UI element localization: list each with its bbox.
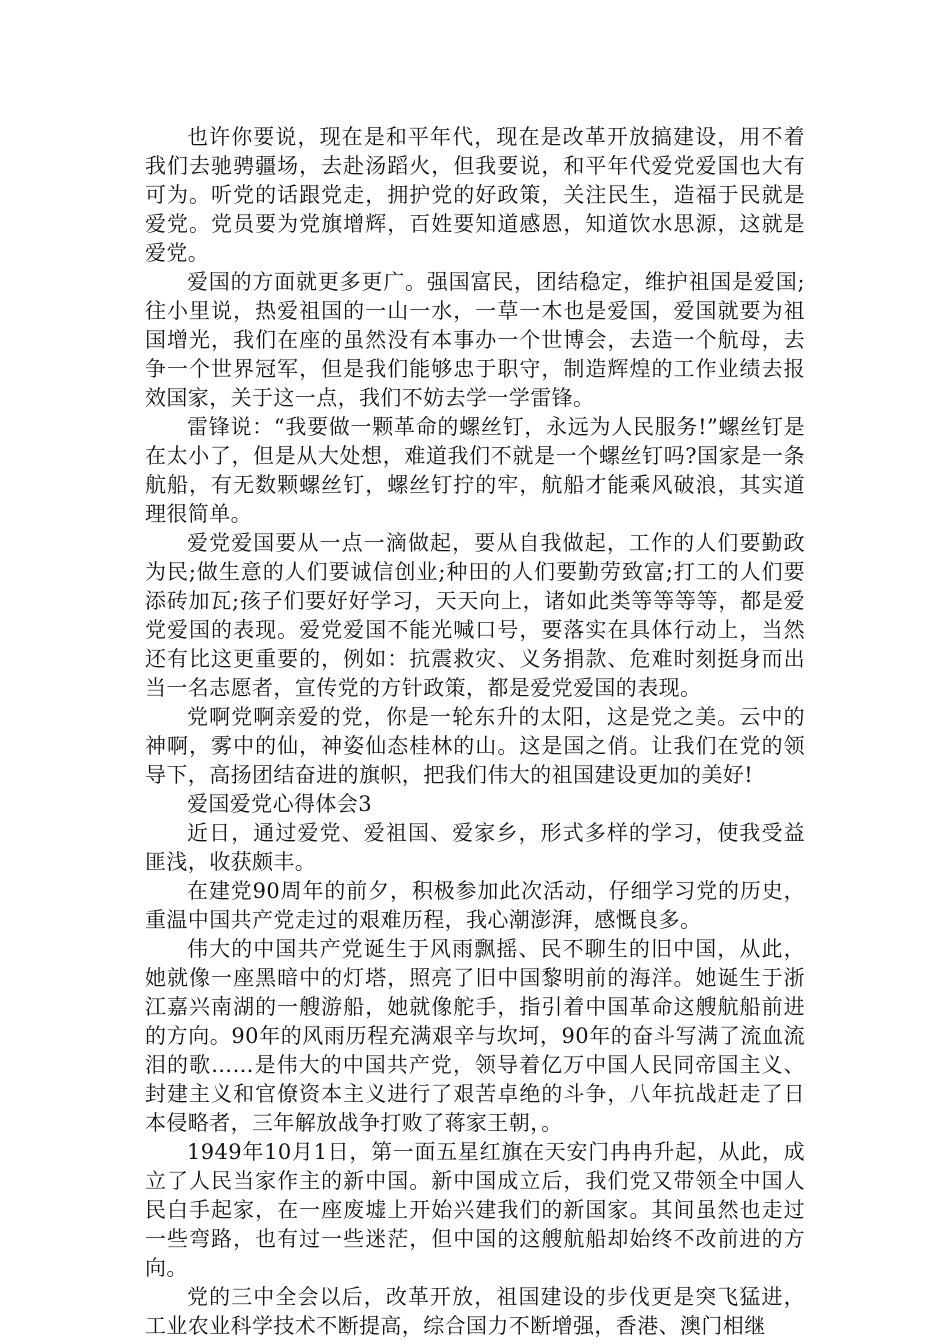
- paragraph-4: 爱党爱国要从一点一滴做起，要从自我做起，工作的人们要勤政为民;做生意的人们要诚信创业;种田的人们要勤劳致富;打工的人们要添砖加瓦;孩子们要好好学习，天天向上，诸如此类等等等等，都是爱党爱国的表现。爱党爱国不能光喊口号，要落实在具体行动上，当然还有比这更重要的，例如：抗震救灾、义务捐款、危难时刻挺身而出当一名志愿者，宣传党的方针政策，都是爱党爱国的表现。: [145, 531, 805, 700]
- document-body: [145, 123, 805, 1341]
- paragraph-2: 爱国的方面就更多更广。强国富民，团结稳定，维护祖国是爱国;往小里说，热爱祖国的一山一水，一草一木也是爱国，爱国就要为祖国增光，我们在座的虽然没有本事办一个世博会，去造一个航母，去争一个世界冠军，但是我们能够忠于职守，制造辉煌的工作业绩去报效国家，关于这一点，我们不妨去学一学雷锋。: [145, 270, 805, 410]
- paragraph-8: 伟大的中国共产党诞生于风雨飘摇、民不聊生的旧中国，从此，她就像一座黑暗中的灯塔，照亮了旧中国黎明前的海洋。她诞生于浙江嘉兴南湖的一艘游船，她就像舵手，指引着中国革命这艘航船前进的方向。90年的风雨历程充满艰辛与坎坷，90年的奋斗写满了流血流泪的歌……是伟大的中国共产党，领导着亿万中国人民同帝国主义、封建主义和官僚资本主义进行了艰苦卓绝的斗争，八年抗战赶走了日本侵略者，三年解放战争打败了蒋家王朝，。: [145, 937, 805, 1135]
- paragraph-5: 党啊党啊亲爱的党，你是一轮东升的太阳，这是党之美。云中的神啊，雾中的仙，神姿仙态桂林的山。这是国之俏。让我们在党的领导下，高扬团结奋进的旗帜，把我们伟大的祖国建设更加的美好!: [145, 705, 805, 787]
- paragraph-10: 党的三中全会以后，改革开放，祖国建设的步伐更是突飞猛进，工业农业科学技术不断提高，综合国力不断增强，香港、澳门相继: [145, 1285, 805, 1338]
- paragraph-3: 雷锋说：“我要做一颗革命的螺丝钉，永远为人民服务!”螺丝钉是在太小了，但是从大处想，难道我们不就是一个螺丝钉吗?国家是一条航船，有无数颗螺丝钉，螺丝钉拧的牢，航船才能乘风破浪，其实道理很简单。: [145, 415, 805, 526]
- paragraph-1: 也许你要说，现在是和平年代，现在是改革开放搞建设，用不着我们去驰骋疆场，去赴汤蹈火，但我要说，和平年代爱党爱国也大有可为。听党的话跟党走，拥护党的好政策，关注民生，造福于民就是爱党。党员要为党旗增辉，百姓要知道感恩，知道饮水思源，这就是爱党。: [145, 125, 805, 265]
- section-heading: 爱国爱党心得体会3: [187, 792, 372, 816]
- paragraph-7: 在建党90周年的前夕，积极参加此次活动，仔细学习党的历史，重温中国共产党走过的艰难历程，我心潮澎湃，感慨良多。: [145, 879, 805, 932]
- paragraph-9: 1949年10月1日，第一面五星红旗在天安门冉冉升起，从此，成立了人民当家作主的新中国。新中国成立后，我们党又带领全中国人民白手起家，在一座废墟上开始兴建我们的新国家。其间虽然也走过一些弯路，也有过一些迷茫，但中国的这艘航船却始终不改前进的方向。: [145, 1140, 805, 1280]
- paragraph-6: 近日，通过爱党、爱祖国、爱家乡，形式多样的学习，使我受益匪浅，收获颇丰。: [145, 821, 805, 874]
